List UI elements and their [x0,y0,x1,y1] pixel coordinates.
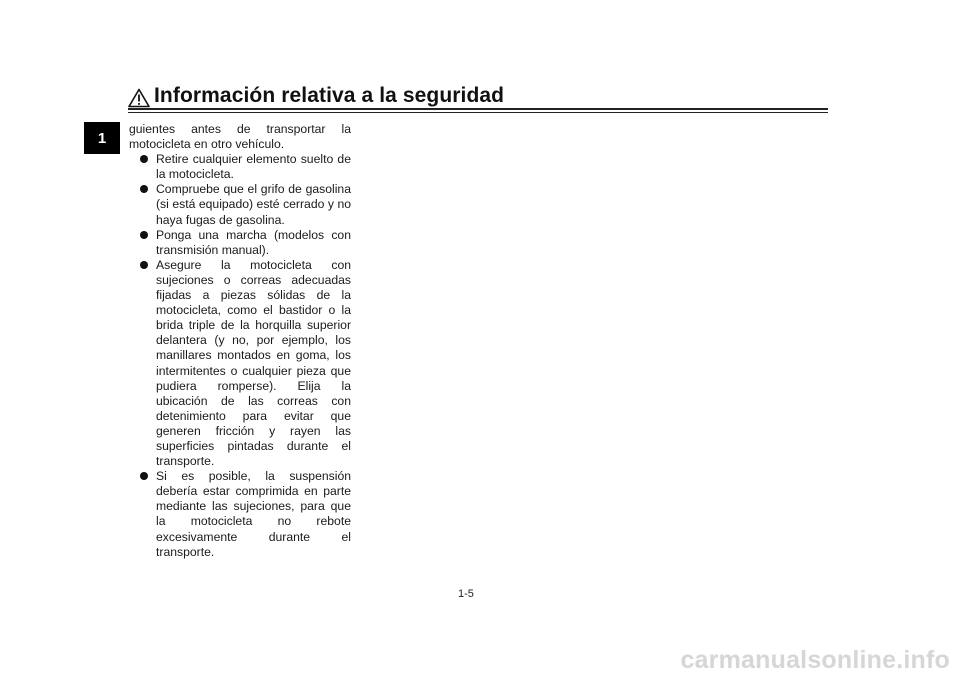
bullet-list [129,152,351,560]
header-rule [128,108,828,110]
list-item [129,469,351,560]
intro-paragraph: guientes antes de transportar la motocicleta en otro vehículo. [129,122,351,152]
watermark: carmanualsonline.info [680,646,950,674]
page-title: Información relativa a la seguridad [154,84,505,107]
warning-triangle-icon [128,88,150,108]
list-item-text: Retire cualquier elemento suelto de la motocicleta. [156,152,351,182]
page-number: 1-5 [458,588,474,600]
bullet-icon [140,472,148,480]
list-item [129,182,351,227]
list-item [129,258,351,469]
list-item-text: Compruebe que el grifo de gasolina (si está equipado) esté cerrado y no haya fugas de gasolina. [156,182,351,227]
list-item-text: Ponga una marcha (modelos con transmisión manual). [156,227,351,257]
header-rule-thin [128,112,828,113]
list-item-text: Asegure la motocicleta con sujeciones o correas adecuadas fijadas a piezas sólidas de la motocicleta, como el bastidor o la brida triple de la horquilla superior delantera (y no, por ejemplo, los manillares montados en goma, los intermitentes o cualquier pieza que pudiera romperse). Elija la ubicación de las correas con detenimiento para evitar que generen fricción y rayen las superficies pintadas durante el transporte. [156,257,351,469]
body-text [129,122,351,560]
bullet-icon [140,185,148,193]
list-item [129,152,351,182]
list-item-text: Si es posible, la suspensión debería estar comprimida en parte mediante las sujeciones, para que la motocicleta no rebote excesivamente durante el transporte. [156,469,351,559]
bullet-icon [140,261,148,269]
list-item [129,228,351,258]
bullet-icon [140,155,148,163]
bullet-icon [140,231,148,239]
chapter-tab: 1 [84,122,120,154]
page-header [128,84,828,114]
